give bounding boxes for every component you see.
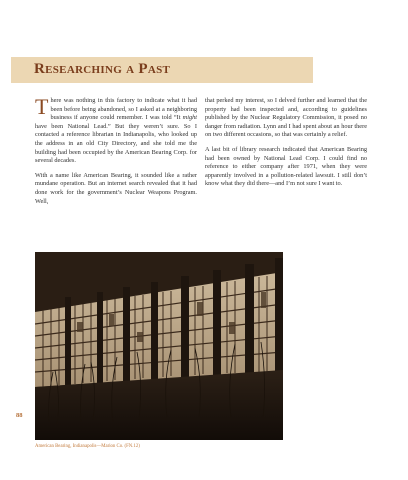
factory-photo bbox=[35, 252, 283, 440]
text-column-left bbox=[35, 94, 197, 212]
paragraph bbox=[35, 94, 197, 166]
page-number: 88 bbox=[16, 412, 23, 419]
paragraph: With a name like American Bearing, it sounded like a rather mundane operation. But an internet search revealed that it had done work for the government’s Nuclear Weapons Program. Well, bbox=[35, 171, 197, 205]
emphasis-text: might bbox=[182, 114, 197, 122]
paragraph: that perked my interest, so I delved further and learned that the property had been inspected and, according to guidelines published by the Nuclear Regulatory Commission, it posed no danger from radiation. Lynn and I had spent about an hour there on two different occasions, so that was certainly a relief. bbox=[205, 97, 367, 139]
paragraph-text: here was nothing in this factory to indicate what it had been before being abandoned, so I asked at a neighboring business if anyone could remember. I was told “It bbox=[50, 97, 197, 122]
photo-caption: American Bearing, Indianapolis—Marion Co. (FN.12) bbox=[35, 444, 140, 449]
factory-photo-graphic bbox=[35, 252, 283, 440]
page-title: Researching a Past bbox=[34, 61, 171, 77]
paragraph: A last bit of library research indicated that American Bearing had been owned by National Lead Corp. I could find no reference to either company after 1971, when they were apparently involved in a pollution-related lawsuit. I still don’t know what they did there—and I’m not sure I want to. bbox=[205, 145, 367, 188]
text-column-right bbox=[205, 97, 367, 195]
paragraph-text: have been National Lead.” But they weren’t sure. So I contacted a reference librarian in Indianapolis, who looked up the address in an old City Directory, and she told me the building had been occupied by the American Bearing Corp. for several decades. bbox=[35, 122, 197, 165]
drop-cap: T bbox=[35, 94, 49, 119]
